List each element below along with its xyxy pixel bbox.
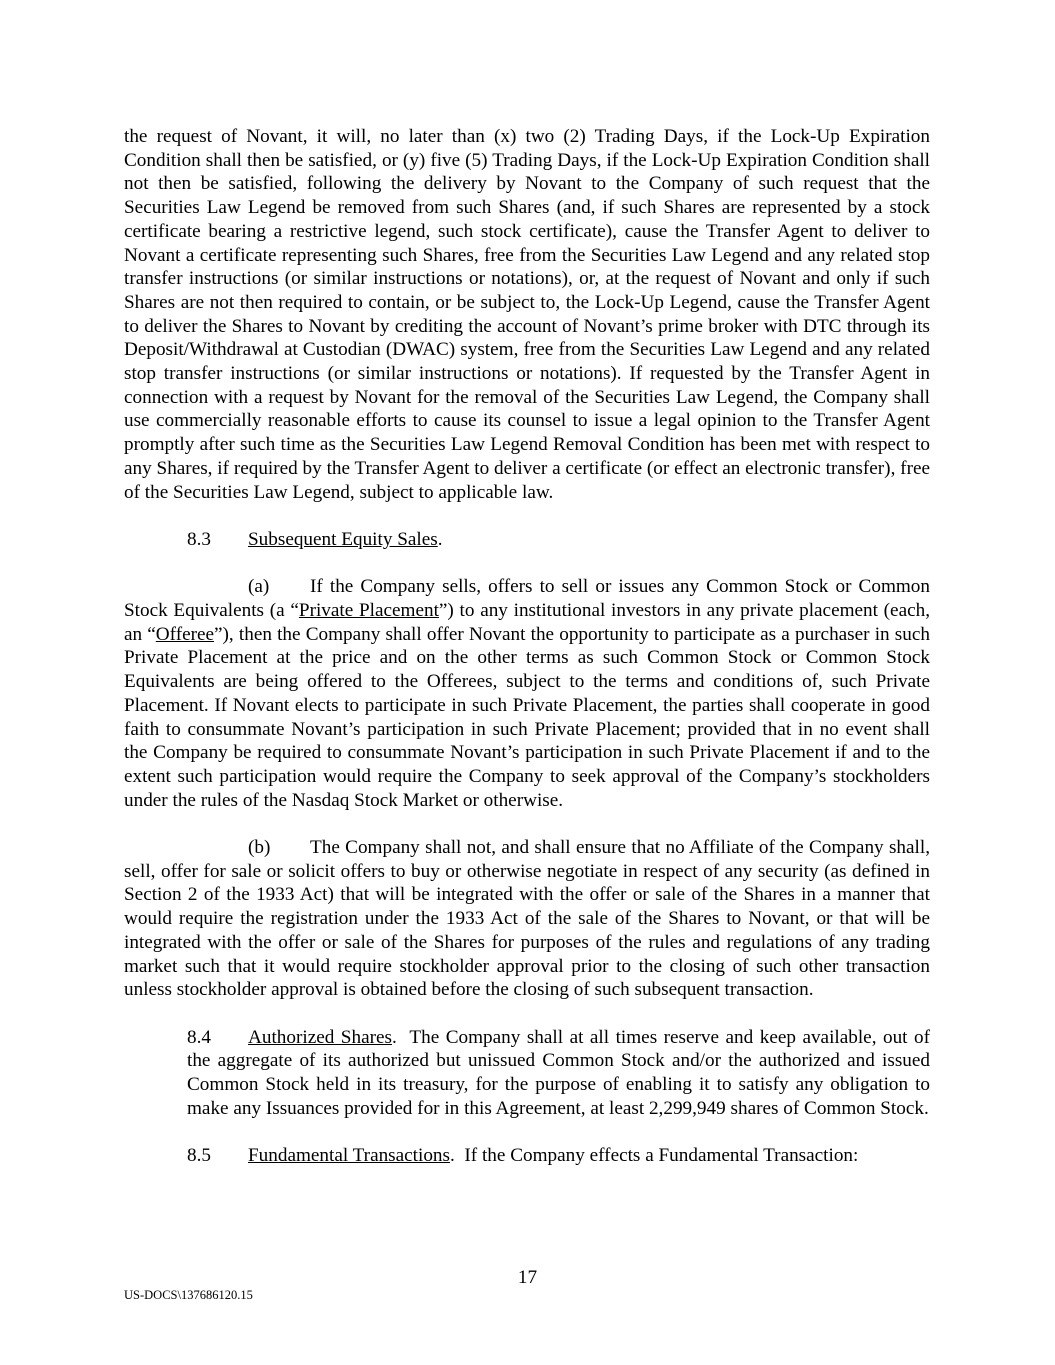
- section-title: Subsequent Equity Sales: [248, 528, 438, 550]
- defined-term: Offeree: [155, 623, 215, 645]
- section-8-3-b: [124, 836, 930, 1002]
- document-id: US-DOCS\137686120.15: [124, 1288, 253, 1302]
- subsection-text: If the Company sells, offers to sell or issues any Common Stock or Common Stock Equivalents (a “: [124, 576, 930, 622]
- section-title-punct: .: [450, 1145, 455, 1167]
- defined-term: Private Placement: [298, 600, 439, 622]
- section-8-3-a: [124, 575, 930, 812]
- page-number: 17: [517, 1267, 538, 1288]
- section-title: Authorized Shares: [248, 1026, 392, 1048]
- section-8-4: [124, 1026, 935, 1121]
- paragraph-continuation: the request of Novant, it will, no later than (x) two (2) Trading Days, if the Lock-Up Expiration Condition shall then be satisfied, or (y) five (5) Trading Days, if the Lock-Up Expiration Condition shall not then be satisfied, following the delivery by Novant to the Company of such request that the Securities Law Legend be removed from such Shares (and, if such Shares are represented by a stock certificate bearing a restrictive legend, such stock certificate), cause the Transfer Agent to deliver to Novant a certificate representing such Shares, free from the Securities Law Legend and any related stop transfer instructions (or similar instructions or notations), or, at the request of Novant and only if such Shares are not then required to contain, or be subject to, the Lock-Up Legend, cause the Transfer Agent to deliver the Shares to Novant by crediting the account of Novant’s prime broker with DTC through its Deposit/Withdrawal at Custodian (DWAC) system, free from the Securities Law Legend and any related stop transfer instructions (or similar instructions or notations). If requested by the Transfer Agent in connection with a request by Novant for the removal of the Securities Law Legend, the Company shall use commercially reasonable efforts to cause its counsel to issue a legal opinion to the Transfer Agent promptly after such time as the Securities Law Legend Removal Condition has been met with respect to any Shares, if required by the Transfer Agent to deliver a certificate (or effect an electronic transfer), free of the Securities Law Legend, subject to applicable law.: [124, 126, 930, 503]
- subsection-text: ”) to any institutional investors in any private placement (each, an “: [124, 600, 931, 645]
- section-text: If the Company effects a Fundamental Transaction:: [454, 1145, 859, 1167]
- section-number: 8.3: [187, 528, 211, 550]
- section-text: The Company shall at all times reserve and keep available, out of the aggregate of its authorized but unissued Common Stock and/or the authorized and issued Common Stock held in its treasury, for the purpose of enabling it to satisfy any obligation to make any Issuances provided for in this Agreement, at least 2,299,949 shares of Common Stock.: [187, 1026, 935, 1119]
- section-8-3-heading: [124, 528, 930, 552]
- section-title-punct: .: [391, 1026, 397, 1048]
- section-number: 8.4: [187, 1026, 211, 1048]
- document-body: [124, 125, 935, 1168]
- subsection-label: (a): [248, 576, 270, 598]
- section-number: 8.5: [187, 1145, 211, 1167]
- subsection-label: (b): [248, 837, 271, 859]
- section-title-punct: .: [437, 528, 443, 550]
- subsection-text: The Company shall not, and shall ensure that no Affiliate of the Company shall, sell, offer for sale or solicit offers to buy or otherwise negotiate in respect of any security (as defined in Section 2 of the 1933 Act) that will be integrated with the offer or sale of the Shares in a manner that would require the registration under the 1933 Act of the sale of the Shares to Novant, or that will be integrated with the offer or sale of the Shares for purposes of the rules and regulations of any trading market such that it would require stockholder approval prior to the closing of such other transaction unless stockholder approval is obtained before the closing of such subsequent transaction.: [124, 837, 930, 1001]
- section-title: Fundamental Transactions: [248, 1145, 450, 1167]
- subsection-text: ”), then the Company shall offer Novant the opportunity to participate as a purchaser in such Private Placement at the price and on the other terms as such Common Stock or Common Stock Equivalents are being offered to the Offerees, subject to the terms and conditions of, such Private Placement. If Novant elects to participate in such Private Placement, the parties shall cooperate in good faith to consummate Novant’s participation in such Private Placement; provided that in no event shall the Company be required to consummate Novant’s participation in such Private Placement if and to the extent such participation would require the Company to seek approval of the Company’s stockholders under the rules of the Nasdaq Stock Market or otherwise.: [124, 623, 930, 811]
- section-8-5: [124, 1144, 930, 1168]
